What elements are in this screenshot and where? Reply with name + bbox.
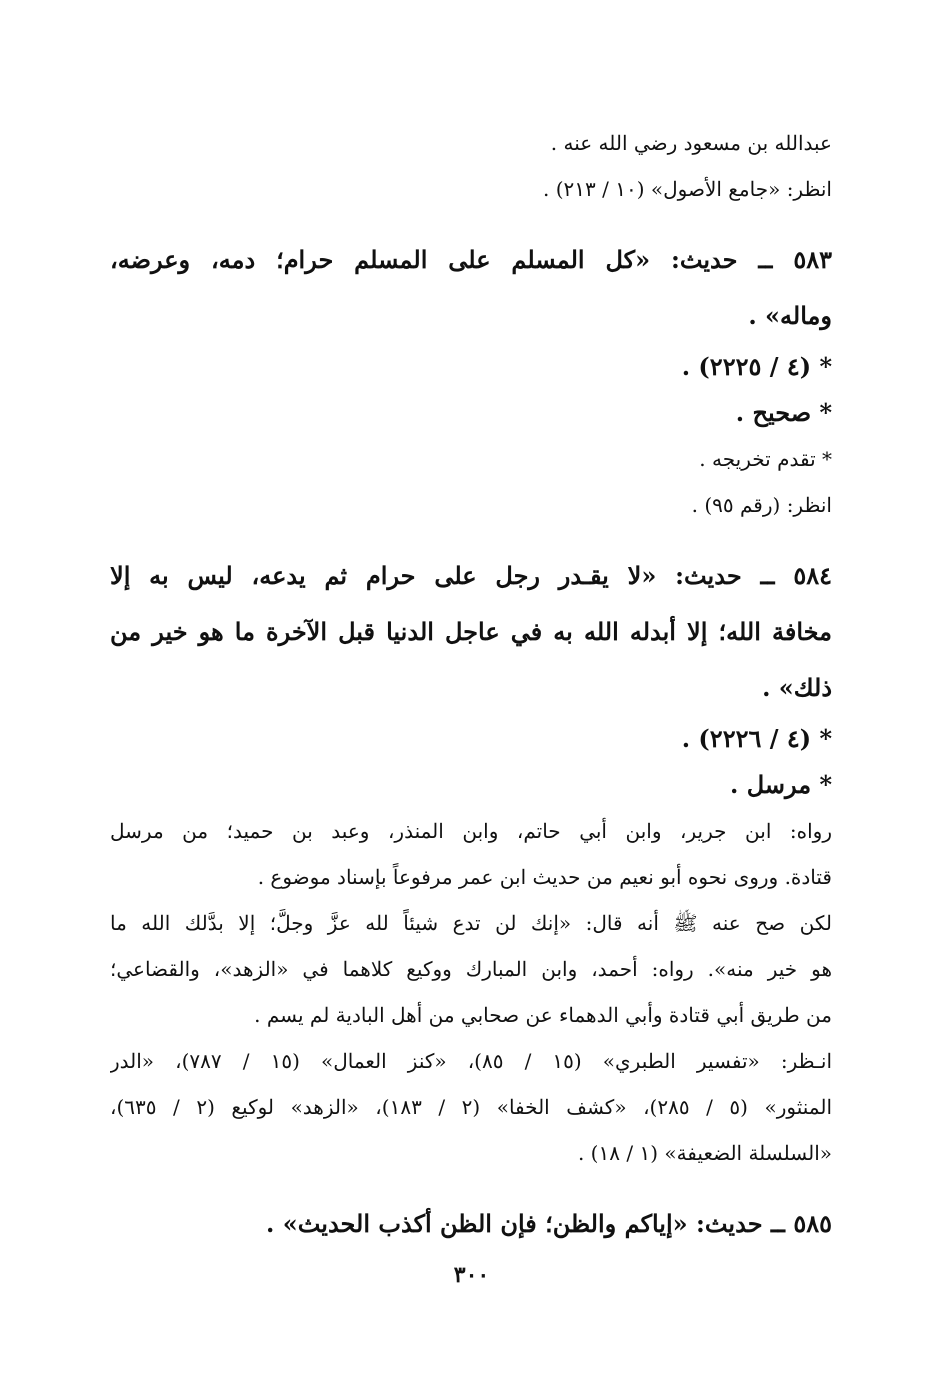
hadith-584-narration-line-2: قتادة. وروى نحوه أبو نعيم من حديث ابن عمر مرفوعاً بإسناد موضوع . <box>257 865 832 889</box>
hadith-583-reference: * (٤ / ٢٢٢٥) . <box>681 352 832 381</box>
hadith-584-see-line-1: انـظر: «تفسير الطبري» (١٥ / ٨٥)، «كنز العمال» (١٥ / ٧٨٧)، «الدر <box>110 1049 832 1073</box>
page-number: ٣٠٠ <box>453 1262 490 1288</box>
page-body <box>110 120 832 1252</box>
intro-see-reference: انظر: «جامع الأصول» (١٠ / ٢١٣) . <box>543 177 832 201</box>
hadith-584-narration-line-1: رواه: ابن جرير، وابن أبي حاتم، وابن المنذر، وعبد بن حميد؛ من مرسل <box>110 819 832 843</box>
hadith-583-note: * تقدم تخريجه . <box>699 447 832 471</box>
hadith-585-heading: ٥٨٥ ــ حديث: «إياكم والظن؛ فإن الظن أكذب الحديث» . <box>266 1209 832 1238</box>
hadith-584-heading-line-3: ذلك» . <box>762 673 832 702</box>
hadith-584-grade: * مرسل . <box>730 770 832 799</box>
hadith-584-heading-line-1: ٥٨٤ ــ حديث: «لا يقـدر رجل على حرام ثم يدعه، ليس به إلا <box>110 561 832 590</box>
hadith-583-heading-line-2: وماله» . <box>748 301 832 330</box>
hadith-583-grade: * صحيح . <box>735 398 832 427</box>
hadith-584-authentic-line-3: من طريق أبي قتادة وأبي الدهماء عن صحابي من أهل البادية لم يسم . <box>254 1003 832 1027</box>
hadith-584-see-line-3: «السلسلة الضعيفة» (١ / ١٨) . <box>577 1141 832 1165</box>
hadith-584-authentic-line-2: هو خير منه». رواه: أحمد، وابن المبارك ووكيع كلاهما في «الزهد»، والقضاعي؛ <box>110 957 832 981</box>
hadith-584-reference: * (٤ / ٢٢٢٦) . <box>681 724 832 753</box>
hadith-584-authentic-line-1: لكن صح عنه ﷺ أنه قال: «إنك لن تدع شيئاً لله عزَّ وجلَّ؛ إلا بدَّلك الله ما <box>110 911 832 935</box>
intro-line-1: عبدالله بن مسعود رضي الله عنه . <box>550 131 832 155</box>
hadith-583-heading-line-1: ٥٨٣ ــ حديث: «كل المسلم على المسلم حرام؛ دمه، وعرضه، <box>110 245 832 274</box>
hadith-584-see-line-2: المنثور» (٥ / ٢٨٥)، «كشف الخفا» (٢ / ١٨٣)، «الزهد» لوكيع (٢ / ٦٣٥)، <box>110 1095 832 1119</box>
hadith-583-see: انظر: (رقم ٩٥) . <box>691 493 832 517</box>
hadith-584-heading-line-2: مخافة الله؛ إلا أبدله الله به في عاجل الدنيا قبل الآخرة ما هو خير من <box>110 617 832 646</box>
